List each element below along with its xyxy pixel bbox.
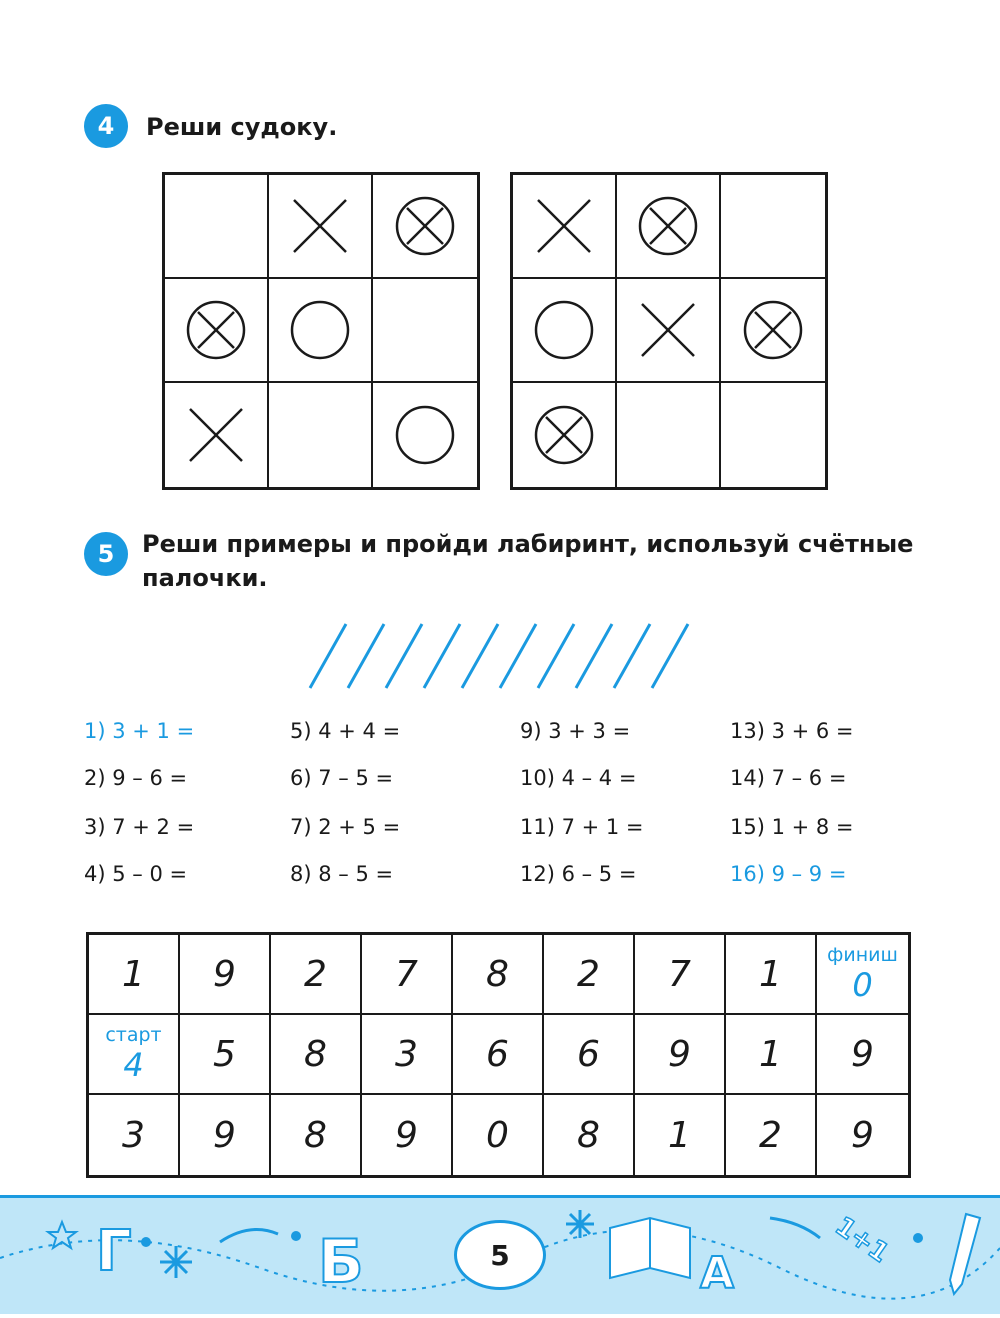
example-item: 7) 2 + 5 = bbox=[290, 815, 401, 839]
circle-symbol bbox=[288, 298, 352, 362]
maze-finish-cell-label: финиш bbox=[827, 944, 898, 966]
counting-stick bbox=[614, 624, 650, 688]
sudoku-cell bbox=[513, 279, 617, 383]
formula-decoration: 1+1 bbox=[829, 1211, 895, 1270]
maze-cell[interactable]: 1 bbox=[726, 935, 817, 1015]
task-4-instruction: Реши судоку. bbox=[146, 113, 338, 141]
example-item: 8) 8 – 5 = bbox=[290, 862, 394, 886]
counting-stick bbox=[462, 624, 498, 688]
maze-start-cell-value: 4 bbox=[123, 1046, 144, 1084]
sudoku-cell bbox=[165, 383, 269, 487]
snowflake-icon bbox=[566, 1210, 594, 1238]
example-item: 14) 7 – 6 = bbox=[730, 766, 847, 790]
example-item: 15) 1 + 8 = bbox=[730, 815, 854, 839]
cross-symbol bbox=[636, 298, 700, 362]
maze-cell[interactable]: 8 bbox=[453, 935, 544, 1015]
counting-stick bbox=[386, 624, 422, 688]
sudoku-cell bbox=[721, 279, 825, 383]
sudoku-cell bbox=[269, 175, 373, 279]
task-5-instruction-line1: Реши примеры и пройди лабиринт, используй счётные bbox=[142, 530, 914, 558]
dot-decoration bbox=[291, 1231, 301, 1241]
maze-cell[interactable]: 2 bbox=[271, 935, 362, 1015]
sudoku-cell[interactable] bbox=[617, 383, 721, 487]
maze-cell[interactable]: 9 bbox=[851, 1114, 874, 1156]
book-icon bbox=[610, 1218, 690, 1278]
example-item: 9) 3 + 3 = bbox=[520, 719, 631, 743]
maze-cell[interactable]: 2 bbox=[544, 935, 635, 1015]
letter-g-decoration: Г bbox=[96, 1219, 132, 1284]
task-5-instruction bbox=[142, 527, 913, 595]
counting-stick bbox=[538, 624, 574, 688]
dot-decoration bbox=[141, 1237, 151, 1247]
sudoku-cell[interactable] bbox=[721, 383, 825, 487]
maze-cell[interactable]: 9 bbox=[817, 1015, 908, 1095]
maze-cell[interactable]: 9 bbox=[635, 1015, 726, 1095]
cross-symbol bbox=[288, 194, 352, 258]
maze-cell[interactable]: 9 bbox=[362, 1095, 453, 1175]
maze-cell[interactable]: 1 bbox=[635, 1095, 726, 1175]
letter-b-decoration: Б bbox=[318, 1227, 364, 1297]
maze-cell[interactable]: 2 bbox=[726, 1095, 817, 1175]
counting-stick bbox=[424, 624, 460, 688]
example-item: 1) 3 + 1 = bbox=[84, 719, 195, 743]
task-number-badge-5: 5 bbox=[84, 532, 128, 576]
maze-cell[interactable]: 1 bbox=[89, 935, 180, 1015]
counting-stick bbox=[576, 624, 612, 688]
arc-decoration bbox=[220, 1230, 278, 1243]
maze-start-cell-label: старт bbox=[105, 1024, 162, 1046]
counting-stick bbox=[652, 624, 688, 688]
page-number: 5 bbox=[454, 1220, 546, 1290]
maze-cell[interactable]: 7 bbox=[635, 935, 726, 1015]
maze-cell[interactable]: 8 bbox=[544, 1095, 635, 1175]
sudoku-cell[interactable] bbox=[269, 383, 373, 487]
task-number-badge-4: 4 bbox=[84, 104, 128, 148]
dot-decoration bbox=[913, 1233, 923, 1243]
counting-stick bbox=[500, 624, 536, 688]
maze-cell[interactable]: 6 bbox=[453, 1015, 544, 1095]
letter-a-decoration: А bbox=[700, 1248, 735, 1299]
example-item: 5) 4 + 4 = bbox=[290, 719, 401, 743]
sudoku-grid-right bbox=[510, 172, 828, 490]
example-item: 10) 4 – 4 = bbox=[520, 766, 637, 790]
circle-symbol bbox=[393, 403, 457, 467]
maze-cell[interactable]: 5 bbox=[180, 1015, 271, 1095]
sudoku-cell bbox=[617, 279, 721, 383]
maze-cell[interactable]: 3 bbox=[89, 1095, 180, 1175]
sudoku-grid-left bbox=[162, 172, 480, 490]
example-item: 11) 7 + 1 = bbox=[520, 815, 644, 839]
example-item: 2) 9 – 6 = bbox=[84, 766, 188, 790]
cross-symbol bbox=[184, 403, 248, 467]
example-item: 4) 5 – 0 = bbox=[84, 862, 188, 886]
sudoku-cell bbox=[373, 175, 477, 279]
cross-symbol bbox=[532, 194, 596, 258]
maze-cell[interactable]: 6 bbox=[544, 1015, 635, 1095]
example-item: 6) 7 – 5 = bbox=[290, 766, 394, 790]
sudoku-cell bbox=[165, 279, 269, 383]
counting-stick bbox=[310, 624, 346, 688]
sudoku-cell[interactable] bbox=[165, 175, 269, 279]
maze-cell[interactable]: 7 bbox=[362, 935, 453, 1015]
crossed-circle-symbol bbox=[532, 403, 596, 467]
sudoku-cell bbox=[373, 383, 477, 487]
task-5-instruction-line2: палочки. bbox=[142, 564, 268, 592]
example-item: 16) 9 – 9 = bbox=[730, 862, 847, 886]
crossed-circle-symbol bbox=[636, 194, 700, 258]
number-maze bbox=[86, 932, 911, 1178]
maze-finish-cell-value: 0 bbox=[852, 966, 873, 1004]
counting-stick bbox=[348, 624, 384, 688]
maze-cell[interactable]: 0 bbox=[453, 1095, 544, 1175]
maze-cell[interactable]: 3 bbox=[362, 1015, 453, 1095]
crossed-circle-symbol bbox=[184, 298, 248, 362]
sudoku-cell[interactable] bbox=[373, 279, 477, 383]
sudoku-cell bbox=[617, 175, 721, 279]
example-item: 13) 3 + 6 = bbox=[730, 719, 854, 743]
maze-cell[interactable]: 9 bbox=[180, 935, 271, 1015]
sudoku-cell bbox=[513, 175, 617, 279]
maze-cell[interactable]: 1 bbox=[726, 1015, 817, 1095]
snowflake-icon bbox=[160, 1246, 192, 1278]
example-item: 3) 7 + 2 = bbox=[84, 815, 195, 839]
circle-symbol bbox=[532, 298, 596, 362]
sudoku-cell bbox=[269, 279, 373, 383]
maze-finish-cell[interactable] bbox=[817, 935, 908, 1015]
crossed-circle-symbol bbox=[393, 194, 457, 258]
sudoku-cell bbox=[513, 383, 617, 487]
maze-start-cell[interactable] bbox=[89, 1015, 180, 1095]
crossed-circle-symbol bbox=[741, 298, 805, 362]
pencil-icon bbox=[950, 1214, 980, 1294]
arc-decoration bbox=[770, 1218, 820, 1238]
maze-cell[interactable]: 8 bbox=[271, 1095, 362, 1175]
example-item: 12) 6 – 5 = bbox=[520, 862, 637, 886]
maze-cell[interactable]: 8 bbox=[271, 1015, 362, 1095]
counting-sticks bbox=[300, 620, 700, 692]
sudoku-cell[interactable] bbox=[721, 175, 825, 279]
maze-cell[interactable]: 9 bbox=[180, 1095, 271, 1175]
